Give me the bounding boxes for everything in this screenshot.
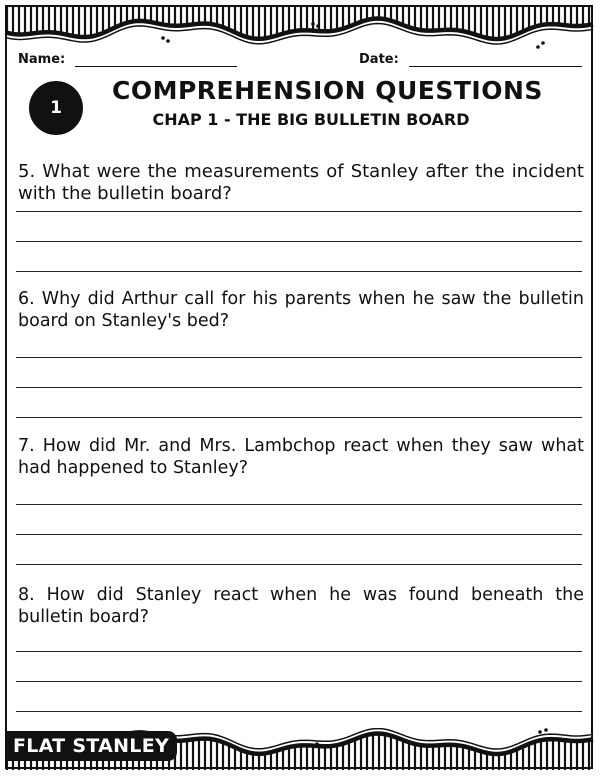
name-field[interactable]	[18, 52, 237, 67]
answer-line[interactable]	[16, 241, 582, 242]
date-label: Date:	[359, 52, 399, 67]
name-line[interactable]	[75, 56, 237, 67]
top-decorative-border	[5, 5, 595, 50]
question-7: 7. How did Mr. and Mrs. Lambchop react when they saw what had happened to Stanley?	[18, 436, 584, 478]
question-6: 6. Why did Arthur call for his parents when he saw the bulletin board on Stanley's bed?	[18, 289, 584, 331]
answer-line[interactable]	[16, 271, 582, 272]
answer-line[interactable]	[16, 651, 582, 652]
answer-line[interactable]	[16, 417, 582, 418]
answer-line[interactable]	[16, 564, 582, 565]
name-label: Name:	[18, 52, 66, 67]
page-title: COMPREHENSION QUESTIONS	[112, 76, 543, 105]
answer-line[interactable]	[16, 534, 582, 535]
answer-line[interactable]	[16, 504, 582, 505]
answer-line[interactable]	[16, 357, 582, 358]
date-field[interactable]	[359, 52, 582, 67]
page-subtitle: CHAP 1 - THE BIG BULLETIN BOARD	[152, 110, 470, 129]
date-line[interactable]	[409, 56, 582, 67]
chapter-number-badge: 1	[29, 81, 83, 135]
answer-line[interactable]	[16, 211, 582, 212]
question-8: 8. How did Stanley react when he was found beneath the bulletin board?	[18, 585, 584, 627]
answer-line[interactable]	[16, 711, 582, 712]
answer-line[interactable]	[16, 387, 582, 388]
footer-book-title: FLAT STANLEY	[5, 731, 177, 761]
answer-line[interactable]	[16, 681, 582, 682]
question-5: 5. What were the measurements of Stanley after the incident with the bulletin board?	[18, 161, 584, 204]
